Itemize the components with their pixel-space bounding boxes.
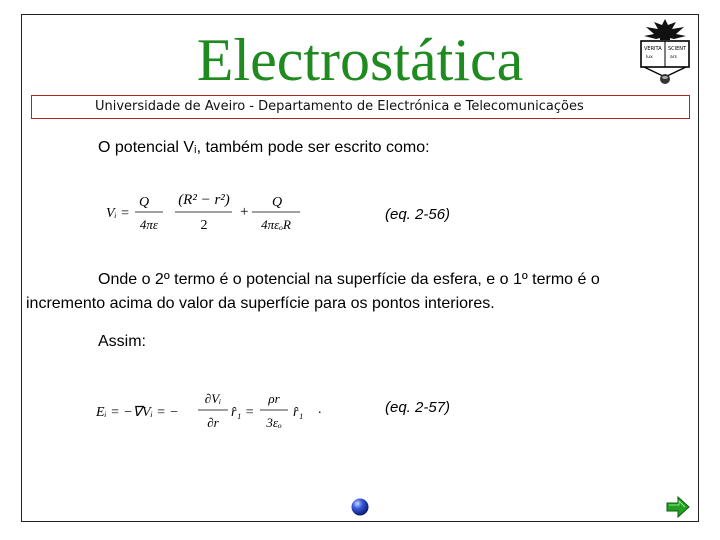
eq1-term2-den: 4πεₒR [261, 217, 291, 232]
eq1-term2-num: Q [271, 195, 283, 210]
svg-text:VERITA: VERITA [644, 46, 662, 52]
eq2-frac1-num: ∂Vᵢ [204, 391, 222, 406]
blue-ball-icon[interactable] [351, 498, 369, 516]
eq1-plus: + [240, 204, 249, 220]
eq1-term1-den: 4πε [139, 217, 159, 232]
eq1-mult-den: 2 [200, 218, 208, 233]
eq1-label: (eq. 2-56) [385, 206, 451, 223]
explanation-paragraph [26, 268, 696, 316]
eq1-lhs: Vᵢ = [106, 206, 130, 221]
green-arrow-next-icon[interactable] [666, 496, 690, 518]
intro-text: O potencial Vᵢ, também pode ser escrito como: [98, 139, 430, 156]
assim-text: Assim: [98, 333, 146, 350]
department-subtitle: Universidade de Aveiro - Departamento de Electrónica e Telecomunicações [31, 95, 690, 119]
eq2-end: r̂₁ [293, 405, 304, 420]
eq2-frac2-den: 3εₒ [266, 415, 282, 430]
university-eagle-logo-icon [640, 17, 690, 89]
slide-title: Electrostática [196, 27, 524, 93]
eq2-mid: r̂₁ = [231, 405, 255, 420]
svg-text:ars: ars [670, 55, 677, 60]
paragraph-line-1: Onde o 2º termo é o potencial na superfície da esfera, e o 1º termo é o [98, 271, 600, 288]
eq1-mult-num: (R² − r²) [178, 192, 230, 208]
eq2-lhs: Eᵢ = −∇Vᵢ = − [96, 405, 179, 420]
paragraph-line-2: incremento acima do valor da superfície para os pontos interiores. [26, 295, 495, 312]
svg-text:SCIENT: SCIENT [668, 46, 687, 52]
svg-text:lux: lux [646, 55, 653, 60]
eq2-label: (eq. 2-57) [385, 399, 451, 416]
eq2-frac2-num: ρr [268, 391, 280, 406]
eq2-frac1-den: ∂r [207, 415, 219, 430]
eq1-term1-num: Q [138, 195, 150, 210]
eq2-dot: . [318, 402, 322, 417]
